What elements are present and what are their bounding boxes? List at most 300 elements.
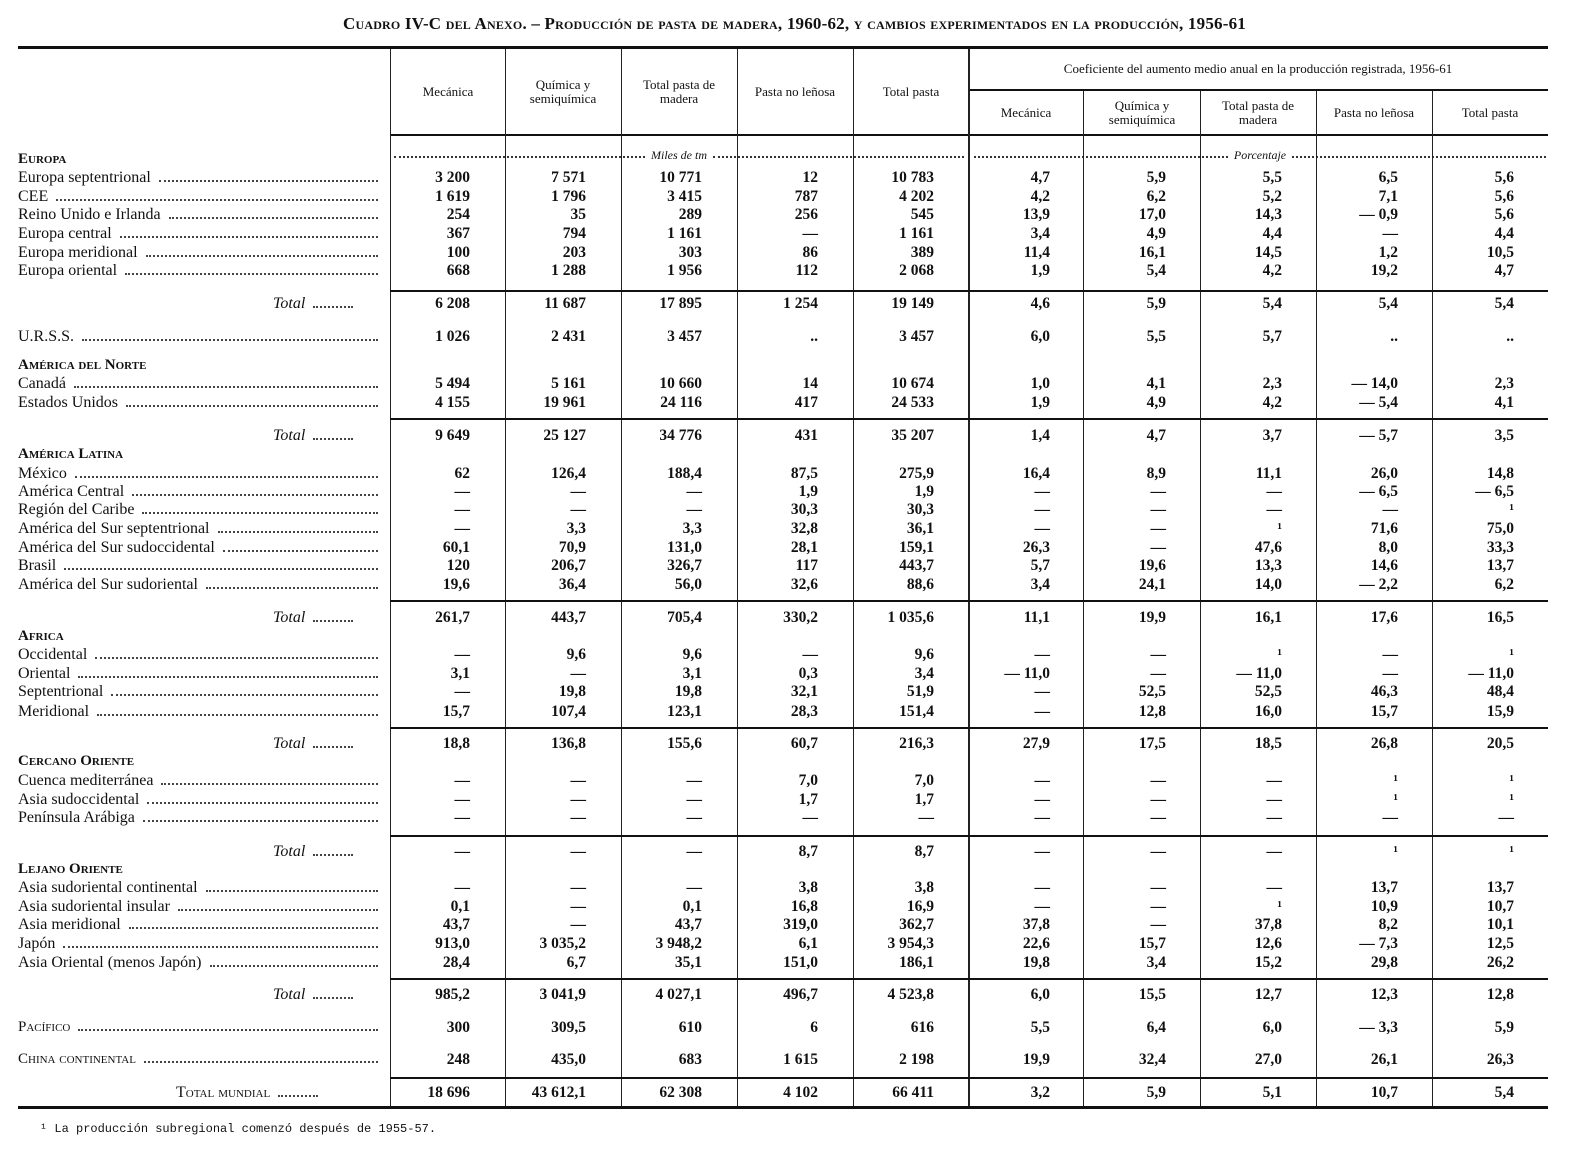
row-label xyxy=(18,357,390,374)
dot-leader xyxy=(56,199,378,201)
cell-value: 5,4 xyxy=(1146,261,1166,279)
cell-value: 52,5 xyxy=(1254,682,1282,700)
row-label-text: América del Sur sudoccidental xyxy=(18,538,215,556)
total-separator xyxy=(390,727,1548,729)
cell-value: 19,6 xyxy=(1138,556,1166,574)
dot-leader xyxy=(78,1029,378,1031)
cell-value: 216,3 xyxy=(899,734,934,752)
cell-value: — xyxy=(1034,878,1050,896)
cell-value: 27,0 xyxy=(1254,1050,1282,1068)
table-row xyxy=(18,790,1550,809)
row-label-text: Total xyxy=(273,608,306,626)
units-left-label: Miles de tm xyxy=(651,147,707,162)
cell-value: 5,5 xyxy=(1262,168,1282,186)
cell-value: 4,2 xyxy=(1262,261,1282,279)
row-label xyxy=(18,169,390,187)
cell-value: 131,0 xyxy=(667,538,702,556)
cell-value: 1 161 xyxy=(667,224,702,242)
cell-value: 5,9 xyxy=(1146,294,1166,312)
cell-value: 496,7 xyxy=(783,985,818,1003)
cell-value: 3 415 xyxy=(667,187,702,205)
cell-value: 14,8 xyxy=(1486,464,1514,482)
cell-value: 443,7 xyxy=(551,608,586,626)
cell-value: — xyxy=(570,771,586,789)
cell-value: 16,5 xyxy=(1486,608,1514,626)
cell-value: 3 948,2 xyxy=(655,934,702,952)
cell-value: 32,8 xyxy=(790,519,818,537)
row-label xyxy=(18,520,390,538)
cell-value: 3,7 xyxy=(1262,426,1282,444)
cell-value: — xyxy=(570,664,586,682)
cell-value: 37,8 xyxy=(1022,915,1050,933)
cell-value: — xyxy=(1034,808,1050,826)
cell-value: 19,6 xyxy=(442,575,470,593)
units-right-label: Porcentaje xyxy=(1233,147,1287,162)
cell-value: 29,8 xyxy=(1370,953,1398,971)
row-label-text: Pacífico xyxy=(18,1019,71,1035)
row-label-text: Total xyxy=(273,294,306,312)
cell-value: — xyxy=(1150,878,1166,896)
cell-value: 4 155 xyxy=(435,393,470,411)
cell-value: 6,2 xyxy=(1146,187,1166,205)
row-label-text: América del Sur septentrional xyxy=(18,519,210,537)
cell-value: 303 xyxy=(678,243,702,261)
table-row xyxy=(18,464,1550,483)
cell-value: 545 xyxy=(910,205,934,223)
cell-value: 3 954,3 xyxy=(887,934,934,952)
cell-value: — xyxy=(1498,808,1514,826)
cell-value: 25 127 xyxy=(543,426,586,444)
cell-value: ¹ xyxy=(1393,771,1398,789)
cell-value: 4,6 xyxy=(1030,294,1050,312)
row-label xyxy=(18,898,390,916)
cell-value: 1 288 xyxy=(551,261,586,279)
cell-value: 6 xyxy=(810,1018,818,1036)
table-row xyxy=(18,205,1550,224)
table-row xyxy=(18,261,1550,280)
dot-leader xyxy=(313,997,353,999)
row-label-text: Occidental xyxy=(18,645,88,663)
cell-value: 8,7 xyxy=(798,842,818,860)
cell-value: — xyxy=(570,500,586,518)
cell-value: 4,7 xyxy=(1030,168,1050,186)
dot-leader xyxy=(206,890,378,892)
row-label xyxy=(18,501,390,519)
cell-value: — xyxy=(1034,771,1050,789)
cell-value: — xyxy=(1150,790,1166,808)
row-label-text: Brasil xyxy=(18,556,57,574)
total-separator xyxy=(390,418,1548,420)
pct-group-header: Coeficiente del aumento medio anual en la producción registrada, 1956-61 xyxy=(1063,61,1453,76)
cell-value: 26,0 xyxy=(1370,464,1398,482)
cell-value: 9,6 xyxy=(682,645,702,663)
cell-value: 4,4 xyxy=(1494,224,1514,242)
cell-value: 43,7 xyxy=(674,915,702,933)
pct-header-no-lenosa: Pasta no leñosa xyxy=(1333,104,1415,120)
cell-value: 5 494 xyxy=(435,374,470,392)
cell-value: — xyxy=(454,482,470,500)
cell-value: 13,7 xyxy=(1486,878,1514,896)
cell-value: — xyxy=(570,878,586,896)
row-label-text: Cercano Oriente xyxy=(18,753,135,769)
cell-value: 17,6 xyxy=(1370,608,1398,626)
cell-value: 15,7 xyxy=(1138,934,1166,952)
cell-value: 46,3 xyxy=(1370,682,1398,700)
cell-value: 1 615 xyxy=(783,1050,818,1068)
cell-value: 8,0 xyxy=(1378,538,1398,556)
column-divider xyxy=(968,49,970,1107)
cell-value: 616 xyxy=(910,1018,934,1036)
cell-value: — xyxy=(454,842,470,860)
cell-value: 6,4 xyxy=(1146,1018,1166,1036)
cell-value: 1 956 xyxy=(667,261,702,279)
cell-value: — xyxy=(1034,519,1050,537)
cell-value: 35 xyxy=(570,205,586,223)
cell-value: 186,1 xyxy=(899,953,934,971)
cell-value: 3 035,2 xyxy=(539,934,586,952)
table-row xyxy=(18,538,1550,557)
row-label-text: Reino Unido e Irlanda xyxy=(18,205,161,223)
cell-value: 1,9 xyxy=(1030,393,1050,411)
cell-value: 683 xyxy=(678,1050,702,1068)
cell-value: — xyxy=(570,897,586,915)
cell-value: 3,3 xyxy=(682,519,702,537)
cell-value: 1,9 xyxy=(798,482,818,500)
cell-value: 28,1 xyxy=(790,538,818,556)
cell-value: 330,2 xyxy=(783,608,818,626)
cell-value: 35 207 xyxy=(891,426,934,444)
cell-value: 13,7 xyxy=(1370,878,1398,896)
dot-leader xyxy=(178,909,378,911)
cell-value: 3,8 xyxy=(914,878,934,896)
row-label-text: CEE xyxy=(18,187,49,205)
cell-value: 1,7 xyxy=(798,790,818,808)
cell-value: 10 674 xyxy=(891,374,934,392)
dot-leader xyxy=(313,746,353,748)
table-row xyxy=(18,556,1550,575)
dot-leader xyxy=(111,694,378,696)
column-divider xyxy=(1316,91,1317,1107)
row-label xyxy=(18,446,390,463)
cell-value: 13,7 xyxy=(1486,556,1514,574)
cell-value: — xyxy=(454,790,470,808)
pct-header-total-pasta: Total pasta xyxy=(1461,104,1519,120)
cell-value: 19,8 xyxy=(558,682,586,700)
cell-value: 6,1 xyxy=(798,934,818,952)
cell-value: 4,7 xyxy=(1146,426,1166,444)
cell-value: 5,5 xyxy=(1030,1018,1050,1036)
dot-leader xyxy=(78,676,378,678)
cell-value: 985,2 xyxy=(435,985,470,1003)
cell-value: 7 571 xyxy=(551,168,586,186)
row-label-text: Asia meridional xyxy=(18,915,121,933)
cell-value: — xyxy=(1150,538,1166,556)
cell-value: ¹ xyxy=(1393,842,1398,860)
cell-value: — xyxy=(1150,500,1166,518)
cell-value: ¹ xyxy=(1277,645,1282,663)
cell-value: 1,9 xyxy=(914,482,934,500)
cell-value: 60,7 xyxy=(790,734,818,752)
cell-value: 12,3 xyxy=(1370,985,1398,1003)
cell-value: 794 xyxy=(562,224,586,242)
total-separator xyxy=(390,835,1548,837)
cell-value: 37,8 xyxy=(1254,915,1282,933)
cell-value: — 11,0 xyxy=(1004,664,1050,682)
cell-value: 11,1 xyxy=(1255,464,1282,482)
cell-value: 120 xyxy=(446,556,470,574)
cell-value: — xyxy=(1382,500,1398,518)
cell-value: 26,8 xyxy=(1370,734,1398,752)
dot-leader xyxy=(313,438,353,440)
cell-value: 13,9 xyxy=(1022,205,1050,223)
cell-value: .. xyxy=(1390,327,1398,345)
cell-value: 86 xyxy=(802,243,818,261)
row-label xyxy=(18,375,390,393)
row-label xyxy=(18,1051,390,1068)
cell-value: — xyxy=(454,878,470,896)
row-label xyxy=(18,772,390,790)
cell-value: 60,1 xyxy=(442,538,470,556)
cell-value: 9,6 xyxy=(566,645,586,663)
cell-value: 15,9 xyxy=(1486,702,1514,720)
cell-value: 19,8 xyxy=(674,682,702,700)
cell-value: 5,4 xyxy=(1494,294,1514,312)
units-thousand-tons xyxy=(394,146,964,164)
cell-value: 3 457 xyxy=(899,327,934,345)
region-header-row xyxy=(18,752,390,771)
region-header-row xyxy=(18,627,390,646)
cell-value: 261,7 xyxy=(435,608,470,626)
cell-value: 12,5 xyxy=(1486,934,1514,952)
cell-value: 362,7 xyxy=(899,915,934,933)
cell-value: — xyxy=(1266,790,1282,808)
row-label-text: Asia sudoriental insular xyxy=(18,897,170,915)
cell-value: 35,1 xyxy=(674,953,702,971)
col-header-quimica: Química y semiquímica xyxy=(529,76,597,106)
cell-value: 5,9 xyxy=(1494,1018,1514,1036)
cell-value: 3,2 xyxy=(1030,1083,1050,1101)
column-divider xyxy=(853,49,854,1107)
cell-value: 66 411 xyxy=(892,1083,934,1101)
row-label xyxy=(18,809,390,827)
dot-leader xyxy=(210,965,378,967)
cell-value: 16,1 xyxy=(1254,608,1282,626)
cell-value: 787 xyxy=(794,187,818,205)
cell-value: 6,0 xyxy=(1262,1018,1282,1036)
cell-value: 12,6 xyxy=(1254,934,1282,952)
cell-value: ¹ xyxy=(1509,500,1514,518)
cell-value: 206,7 xyxy=(551,556,586,574)
table-title: Cuadro IV-C del Anexo. – Producción de pasta de madera, 1960-62, y cambios experimentados en la producción, 1956-61 xyxy=(342,14,1246,33)
cell-value: 15,2 xyxy=(1254,953,1282,971)
row-label-text: Total xyxy=(273,734,306,752)
dot-leader xyxy=(223,550,378,552)
cell-value: — xyxy=(1382,664,1398,682)
cell-value: 3,4 xyxy=(914,664,934,682)
pct-header-quimica: Química y semiquímica xyxy=(1108,97,1176,127)
cell-value: 117 xyxy=(795,556,818,574)
cell-value: 10 771 xyxy=(659,168,702,186)
cell-value: — 6,5 xyxy=(1359,482,1398,500)
column-divider xyxy=(505,49,506,1107)
cell-value: 1 035,6 xyxy=(887,608,934,626)
cell-value: — xyxy=(1150,771,1166,789)
cell-value: — xyxy=(1382,224,1398,242)
cell-value: 52,5 xyxy=(1138,682,1166,700)
cell-value: 2 431 xyxy=(551,327,586,345)
cell-value: — xyxy=(1266,771,1282,789)
total-separator xyxy=(390,1077,1548,1079)
cell-value: — 0,9 xyxy=(1359,205,1398,223)
footnote: ¹ La producción subregional comenzó después de 1955-57. xyxy=(40,1122,437,1136)
cell-value: — xyxy=(686,790,702,808)
cell-value: 5,4 xyxy=(1262,294,1282,312)
cell-value: 14,5 xyxy=(1254,243,1282,261)
cell-value: 1 796 xyxy=(551,187,586,205)
cell-value: 431 xyxy=(794,426,818,444)
cell-value: 43,7 xyxy=(442,915,470,933)
row-label-text: Septentrional xyxy=(18,682,104,700)
dot-leader xyxy=(313,306,353,308)
col-header-total-madera: Total pasta de madera xyxy=(642,76,715,106)
total-row xyxy=(18,1083,1550,1102)
cell-value: 22,6 xyxy=(1022,934,1050,952)
dot-leader xyxy=(278,1095,318,1097)
row-label xyxy=(18,465,390,483)
cell-value: 9,6 xyxy=(914,645,934,663)
cell-value: 3,3 xyxy=(566,519,586,537)
dot-leader xyxy=(161,783,378,785)
cell-value: 5,9 xyxy=(1146,168,1166,186)
cell-value: — xyxy=(454,519,470,537)
row-label-text: Asia sudoccidental xyxy=(18,790,140,808)
table-row xyxy=(18,500,1550,519)
cell-value: 32,4 xyxy=(1138,1050,1166,1068)
cell-value: 19,2 xyxy=(1370,261,1398,279)
cell-value: 16,4 xyxy=(1022,464,1050,482)
cell-value: 4,9 xyxy=(1146,393,1166,411)
cell-value: 12,7 xyxy=(1254,985,1282,1003)
cell-value: — xyxy=(1150,897,1166,915)
cell-value: — xyxy=(1034,682,1050,700)
cell-value: 70,9 xyxy=(558,538,586,556)
row-label-text: Total xyxy=(273,985,306,1003)
cell-value: 24 533 xyxy=(891,393,934,411)
dot-leader xyxy=(313,620,353,622)
cell-value: 11,4 xyxy=(1023,243,1050,261)
cell-value: 36,1 xyxy=(906,519,934,537)
cell-value: ¹ xyxy=(1509,645,1514,663)
table-row xyxy=(18,664,1550,683)
cell-value: 14 xyxy=(802,374,818,392)
cell-value: 32,6 xyxy=(790,575,818,593)
cell-value: 17 895 xyxy=(659,294,702,312)
cell-value: ¹ xyxy=(1393,790,1398,808)
cell-value: 8,9 xyxy=(1146,464,1166,482)
table-row xyxy=(18,897,1550,916)
cell-value: 1 254 xyxy=(783,294,818,312)
cell-value: 443,7 xyxy=(899,556,934,574)
cell-value: — xyxy=(1150,519,1166,537)
cell-value: 188,4 xyxy=(667,464,702,482)
cell-value: 6,2 xyxy=(1494,575,1514,593)
pct-header-total-madera: Total pasta de madera xyxy=(1221,97,1294,127)
cell-value: 4,1 xyxy=(1494,393,1514,411)
cell-value: — xyxy=(1150,645,1166,663)
row-label xyxy=(18,703,390,721)
row-label-text: Total mundial xyxy=(176,1083,271,1101)
dot-leader xyxy=(95,657,378,659)
region-header-row xyxy=(18,860,390,879)
pct-header-mecanica: Mecánica xyxy=(1000,104,1052,120)
cell-value: 12 xyxy=(802,168,818,186)
cell-value: 3 041,9 xyxy=(539,985,586,1003)
row-label xyxy=(18,225,390,243)
bottom-rule xyxy=(18,1106,1548,1109)
row-label xyxy=(18,935,390,953)
cell-value: 151,0 xyxy=(783,953,818,971)
dot-leader xyxy=(313,854,353,856)
dot-leader xyxy=(147,802,378,804)
cell-value: 5,4 xyxy=(1378,294,1398,312)
cell-value: 4 202 xyxy=(899,187,934,205)
cell-value: 10,9 xyxy=(1370,897,1398,915)
cell-value: — 11,0 xyxy=(1236,664,1282,682)
table-row xyxy=(18,519,1550,538)
row-label xyxy=(18,188,390,206)
row-label-text: Total xyxy=(273,842,306,860)
cell-value: 30,3 xyxy=(906,500,934,518)
cell-value: 13,3 xyxy=(1254,556,1282,574)
cell-value: 123,1 xyxy=(667,702,702,720)
cell-value: 5,4 xyxy=(1494,1083,1514,1101)
row-label xyxy=(18,557,390,575)
cell-value: — xyxy=(570,842,586,860)
cell-value: 1 161 xyxy=(899,224,934,242)
row-label-text: Asia Oriental (menos Japón) xyxy=(18,953,202,971)
cell-value: — 11,0 xyxy=(1468,664,1514,682)
row-label xyxy=(18,861,390,878)
cell-value: — xyxy=(570,790,586,808)
row-label xyxy=(18,1019,390,1036)
cell-value: 1,2 xyxy=(1378,243,1398,261)
cell-value: — xyxy=(454,500,470,518)
total-row xyxy=(18,426,1550,445)
dot-leader xyxy=(129,927,378,929)
cell-value: — xyxy=(802,645,818,663)
cell-value: — xyxy=(1150,482,1166,500)
cell-value: 112 xyxy=(795,261,818,279)
cell-value: 309,5 xyxy=(551,1018,586,1036)
cell-value: 15,7 xyxy=(442,702,470,720)
cell-value: 4,7 xyxy=(1494,261,1514,279)
row-label xyxy=(18,262,390,280)
cell-value: 4,9 xyxy=(1146,224,1166,242)
dot-leader xyxy=(126,405,378,407)
row-label-text: América del Sur sudoriental xyxy=(18,575,198,593)
cell-value: 9 649 xyxy=(435,426,470,444)
cell-value: 51,9 xyxy=(906,682,934,700)
table-row xyxy=(18,878,1550,897)
row-label xyxy=(18,151,390,168)
cell-value: — xyxy=(1034,790,1050,808)
cell-value: 19 961 xyxy=(543,393,586,411)
column-divider xyxy=(621,49,622,1107)
cell-value: — xyxy=(454,808,470,826)
dot-leader xyxy=(143,820,378,822)
total-separator xyxy=(390,290,1548,292)
cell-value: 1,7 xyxy=(914,790,934,808)
